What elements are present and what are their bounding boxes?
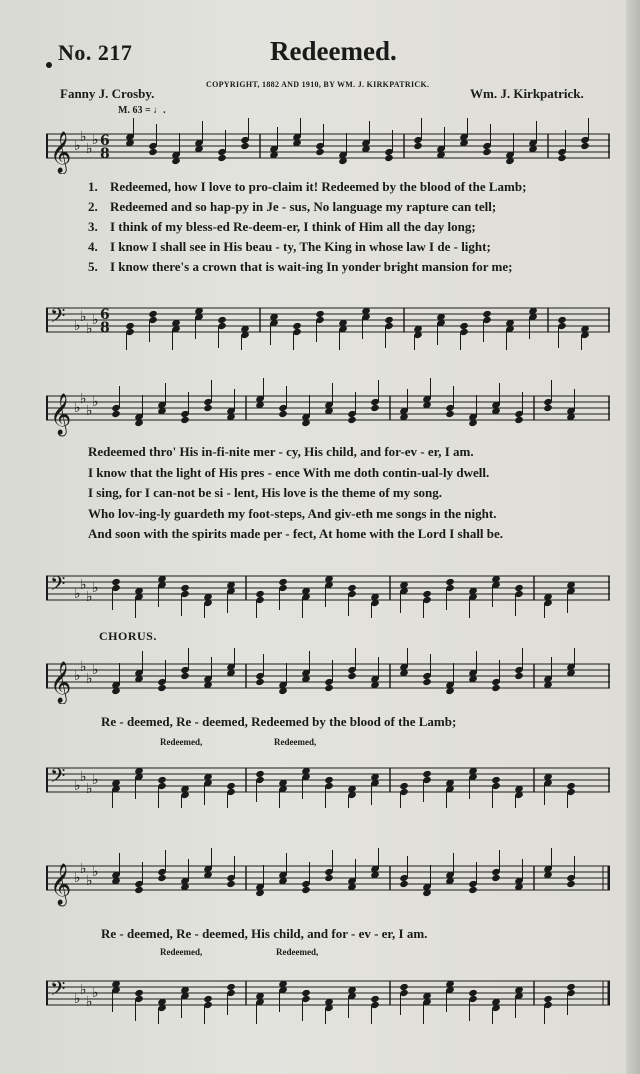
treble-staff-1 (46, 118, 610, 174)
verse-line-1: 1. Redeemed, how I love to pro-claim it! Redeemed by the blood of the Lamb; (88, 179, 527, 194)
svg-text:𝄞: 𝄞 (50, 394, 72, 435)
svg-text:♭: ♭ (86, 403, 93, 419)
svg-text:♭: ♭ (74, 318, 81, 334)
page-mark (46, 62, 52, 68)
svg-text:6: 6 (100, 307, 110, 323)
svg-text:♭: ♭ (74, 778, 81, 794)
chorus-cue-2a: Redeemed, (160, 947, 203, 957)
svg-text:♭: ♭ (92, 394, 99, 410)
chorus-cue-2b: Redeemed, (276, 947, 319, 957)
verse-lyrics-second-half (88, 442, 503, 545)
svg-text:♭: ♭ (80, 982, 87, 998)
hymn-title: Redeemed. (270, 36, 397, 66)
verse-line-5: 5. I know there's a crown that is wait-ing In yonder bright mansion for me; (88, 259, 513, 274)
svg-text:6: 6 (100, 133, 110, 149)
treble-staff-2 (46, 378, 610, 438)
verse2-line-4: Who lov-ing-ly guardeth my foot-steps, And giv-eth me songs in the night. (88, 505, 497, 521)
tempo-marking: M. 63 = ♩. (118, 105, 166, 116)
svg-text:♭: ♭ (80, 309, 87, 325)
svg-text:♭: ♭ (86, 994, 93, 1010)
svg-text:♭: ♭ (92, 580, 99, 596)
svg-text:♭: ♭ (74, 138, 81, 154)
svg-text:♭: ♭ (86, 589, 93, 605)
svg-text:𝄢: 𝄢 (50, 764, 66, 792)
verse-line-4: 4. I know I shall see in His beau - ty, The King in whose law I de - light; (88, 239, 491, 254)
verse-line-2: 2. Redeemed and so hap-py in Je - sus, No language my rapture can tell; (88, 199, 497, 214)
copyright-notice: COPYRIGHT, 1882 AND 1910, BY WM. J. KIRKPATRICK. (206, 80, 430, 89)
bass-staff-2 (46, 558, 610, 618)
verse2-line-1: Redeemed thro' His in-fi-nite mer - cy, His child, and for-ev - er, I am. (88, 444, 474, 459)
verse2-line-5: And soon with the spirits made per - fect, At home with the Lord I shall be. (88, 526, 504, 541)
svg-text:𝄞: 𝄞 (50, 662, 72, 703)
chorus-label: CHORUS. (99, 629, 157, 643)
svg-text:♭: ♭ (86, 873, 93, 889)
svg-text:♭: ♭ (92, 132, 99, 148)
svg-text:𝄞: 𝄞 (50, 864, 72, 905)
lyricist: Fanny J. Crosby. (60, 86, 155, 101)
svg-text:♭: ♭ (74, 668, 81, 684)
svg-text:♭: ♭ (92, 864, 99, 880)
bass-staff-4 (46, 962, 610, 1024)
svg-text:♭: ♭ (74, 586, 81, 602)
svg-text:♭: ♭ (92, 662, 99, 678)
bass-staff-3 (46, 752, 610, 808)
svg-text:♭: ♭ (80, 129, 87, 145)
svg-text:♭: ♭ (86, 781, 93, 797)
svg-text:♭: ♭ (86, 141, 93, 157)
chorus-line-2: Re - deemed, Re - deemed, His child, and for - ev - er, I am. (101, 926, 428, 941)
page-edge (626, 0, 640, 1074)
svg-text:𝄢: 𝄢 (50, 572, 66, 600)
svg-text:♭: ♭ (80, 391, 87, 407)
verse2-line-3: I sing, for I can-not be si - lent, His love is the theme of my song. (88, 485, 443, 500)
svg-text:♭: ♭ (92, 772, 99, 788)
svg-text:♭: ♭ (80, 861, 87, 877)
chorus-line-1: Re - deemed, Re - deemed, Redeemed by the blood of the Lamb; (101, 714, 457, 729)
svg-text:𝄞: 𝄞 (50, 132, 72, 173)
svg-text:♭: ♭ (74, 870, 81, 886)
bass-staff-1 (46, 290, 610, 350)
svg-text:♭: ♭ (92, 985, 99, 1001)
svg-text:♭: ♭ (80, 577, 87, 593)
treble-staff-3 (46, 648, 610, 704)
svg-text:♭: ♭ (80, 659, 87, 675)
verse2-line-2: I know that the light of His pres - ence With me doth contin-ual-ly dwell. (88, 464, 490, 480)
verse-lyrics-first-half (88, 177, 526, 277)
svg-text:♭: ♭ (86, 671, 93, 687)
svg-text:♭: ♭ (86, 321, 93, 337)
hymn-number: No. 217 (58, 40, 133, 65)
svg-text:♭: ♭ (74, 400, 81, 416)
svg-text:8: 8 (100, 146, 110, 162)
svg-text:♭: ♭ (80, 769, 87, 785)
chorus-cue-1b: Redeemed, (274, 737, 317, 747)
svg-text:♭: ♭ (74, 991, 81, 1007)
svg-text:8: 8 (100, 320, 110, 336)
treble-staff-4 (46, 848, 610, 908)
verse-line-3: 3. I think of my bless-ed Re-deem-er, I think of Him all the day long; (88, 219, 476, 234)
svg-text:𝄢: 𝄢 (50, 977, 66, 1005)
svg-text:𝄢: 𝄢 (50, 304, 66, 332)
chorus-cue-1a: Redeemed, (160, 737, 203, 747)
svg-text:♭: ♭ (92, 312, 99, 328)
composer: Wm. J. Kirkpatrick. (470, 86, 584, 101)
